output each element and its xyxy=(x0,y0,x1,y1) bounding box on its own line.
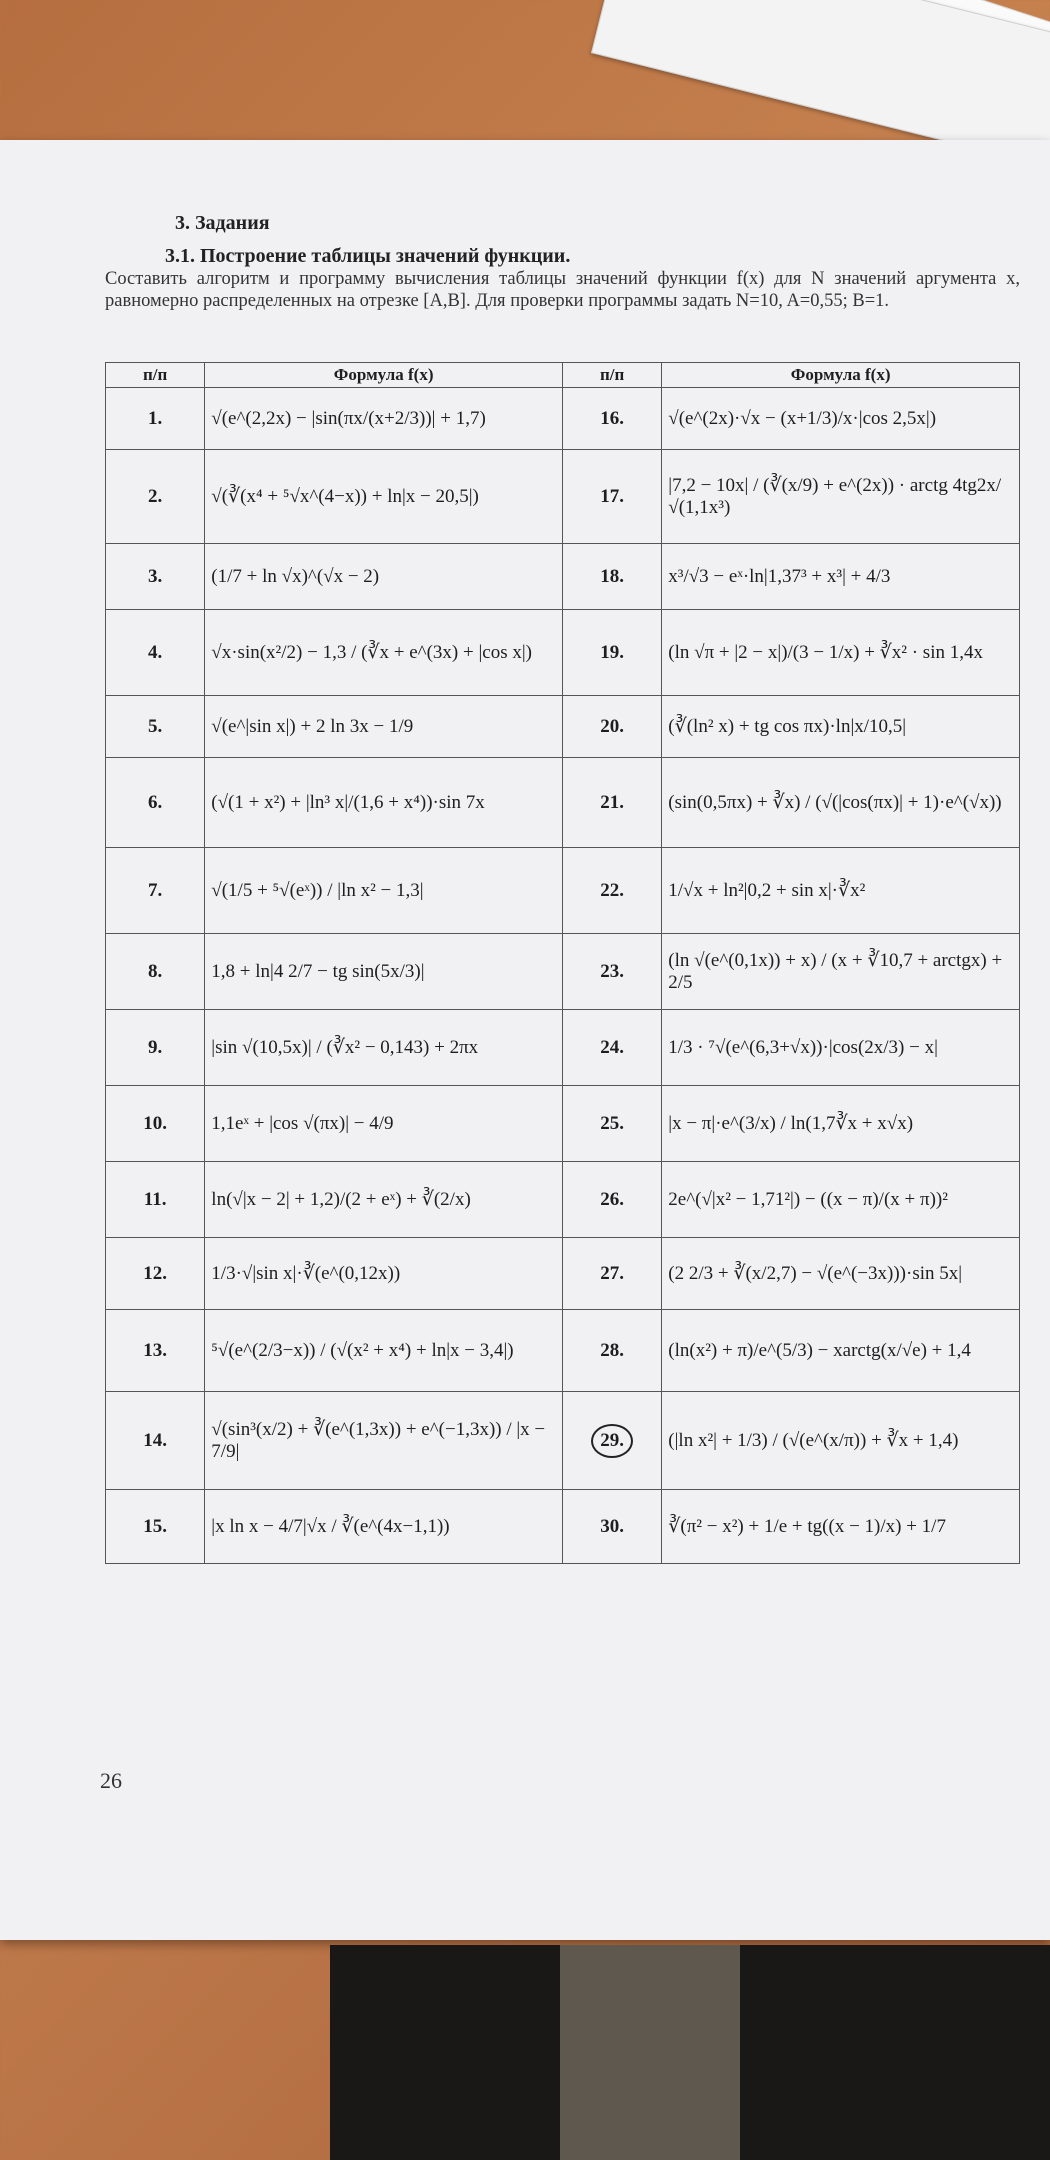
formula-left: ln(√|x − 2| + 1,2)/(2 + eˣ) + ∛(2/x) xyxy=(205,1162,563,1238)
formula-left: √(1/5 + ⁵√(eˣ)) / |ln x² − 1,3| xyxy=(205,848,563,934)
formula-left: 1,8 + ln|4 2/7 − tg sin(5x/3)| xyxy=(205,934,563,1010)
table-row xyxy=(106,934,1020,1010)
floor-tile xyxy=(560,1945,740,2160)
row-number-right: 26. xyxy=(562,1162,661,1238)
table-row xyxy=(106,1086,1020,1162)
row-number-left: 15. xyxy=(106,1490,205,1564)
row-number-left: 3. xyxy=(106,544,205,610)
formula-left: √(e^|sin x|) + 2 ln 3x − 1/9 xyxy=(205,696,563,758)
table-body xyxy=(106,388,1020,1564)
formula-right: |x − π|·e^(3/x) / ln(1,7∛x + x√x) xyxy=(662,1086,1020,1162)
row-number-left: 5. xyxy=(106,696,205,758)
row-number-left: 14. xyxy=(106,1392,205,1490)
header-num-right: п/п xyxy=(562,363,661,388)
formula-left: (√(1 + x²) + |ln³ x|/(1,6 + x⁴))·sin 7x xyxy=(205,758,563,848)
row-number-right: 18. xyxy=(562,544,661,610)
formula-right: x³/√3 − eˣ·ln|1,37³ + x³| + 4/3 xyxy=(662,544,1020,610)
row-number-right: 23. xyxy=(562,934,661,1010)
table-row xyxy=(106,388,1020,450)
row-number-left: 6. xyxy=(106,758,205,848)
formula-right: |7,2 − 10x| / (∛(x/9) + e^(2x)) · arctg 4tg2x/√(1,1x³) xyxy=(662,450,1020,544)
formula-left: |x ln x − 4/7|√x / ∛(e^(4x−1,1)) xyxy=(205,1490,563,1564)
formula-right: ∛(π² − x²) + 1/e + tg((x − 1)/x) + 1/7 xyxy=(662,1490,1020,1564)
row-number-right: 30. xyxy=(562,1490,661,1564)
row-number-left: 9. xyxy=(106,1010,205,1086)
formula-left: ⁵√(e^(2/3−x)) / (√(x² + x⁴) + ln|x − 3,4|) xyxy=(205,1310,563,1392)
row-number-right: 27. xyxy=(562,1238,661,1310)
row-number-left: 10. xyxy=(106,1086,205,1162)
formula-right: 1/√x + ln²|0,2 + sin x|·∛x² xyxy=(662,848,1020,934)
formula-right: (ln(x²) + π)/e^(5/3) − xarctg(x/√e) + 1,4 xyxy=(662,1310,1020,1392)
formula-right: (2 2/3 + ∛(x/2,7) − √(e^(−3x)))·sin 5x| xyxy=(662,1238,1020,1310)
formula-left: √(sin³(x/2) + ∛(e^(1,3x)) + e^(−1,3x)) / |x − 7/9| xyxy=(205,1392,563,1490)
row-number-right: 21. xyxy=(562,758,661,848)
row-number-left: 2. xyxy=(106,450,205,544)
row-number-left: 13. xyxy=(106,1310,205,1392)
table-row xyxy=(106,1490,1020,1564)
header-formula-left: Формула f(x) xyxy=(205,363,563,388)
row-number-right xyxy=(562,1392,661,1490)
row-number-left: 8. xyxy=(106,934,205,1010)
row-number-right: 16. xyxy=(562,388,661,450)
formula-right: (ln √(e^(0,1x)) + x) / (x + ∛10,7 + arctgx) + 2/5 xyxy=(662,934,1020,1010)
row-number-right: 25. xyxy=(562,1086,661,1162)
task-description: Составить алгоритм и программу вычисления таблицы значений функции f(x) для N значений аргумента x, равномерно распределенных на отрезке [A,B]. Для проверки программы задать N=10, A=0,55; B=1. xyxy=(105,269,1020,311)
subsection-title: 3.1. Построение таблицы значений функции. xyxy=(165,245,571,267)
circled-row-number: 29. xyxy=(591,1424,633,1458)
formula-right: (ln √π + |2 − x|)/(3 − 1/x) + ∛x² · sin 1,4x xyxy=(662,610,1020,696)
table-row xyxy=(106,1310,1020,1392)
table-row xyxy=(106,1162,1020,1238)
section-title: 3. Задания xyxy=(175,212,270,234)
table-row xyxy=(106,544,1020,610)
page-number: 26 xyxy=(100,1768,122,1793)
formula-left: |sin √(10,5x)| / (∛x² − 0,143) + 2πx xyxy=(205,1010,563,1086)
table-row xyxy=(106,610,1020,696)
row-number-left: 12. xyxy=(106,1238,205,1310)
row-number-left: 1. xyxy=(106,388,205,450)
table-row xyxy=(106,1392,1020,1490)
formula-left: (1/7 + ln √x)^(√x − 2) xyxy=(205,544,563,610)
row-number-left: 11. xyxy=(106,1162,205,1238)
table-row xyxy=(106,696,1020,758)
formula-right: √(e^(2x)·√x − (x+1/3)/x·|cos 2,5x|) xyxy=(662,388,1020,450)
formula-right: (sin(0,5πx) + ∛x) / (√(|cos(πx)| + 1)·e^(√x)) xyxy=(662,758,1020,848)
table-row xyxy=(106,848,1020,934)
formula-left: √x·sin(x²/2) − 1,3 / (∛x + e^(3x) + |cos x|) xyxy=(205,610,563,696)
formula-left: 1,1eˣ + |cos √(πx)| − 4/9 xyxy=(205,1086,563,1162)
row-number-right: 17. xyxy=(562,450,661,544)
table-row xyxy=(106,758,1020,848)
formula-left: 1/3·√|sin x|·∛(e^(0,12x)) xyxy=(205,1238,563,1310)
row-number-right: 24. xyxy=(562,1010,661,1086)
formula-left: √(e^(2,2x) − |sin(πx/(x+2/3))| + 1,7) xyxy=(205,388,563,450)
table-header-row xyxy=(106,363,1020,388)
table-row xyxy=(106,450,1020,544)
table-row xyxy=(106,1010,1020,1086)
row-number-right: 20. xyxy=(562,696,661,758)
row-number-left: 4. xyxy=(106,610,205,696)
row-number-right: 28. xyxy=(562,1310,661,1392)
header-formula-right: Формула f(x) xyxy=(662,363,1020,388)
formula-right: 1/3 · ⁷√(e^(6,3+√x))·|cos(2x/3) − x| xyxy=(662,1010,1020,1086)
formula-left: √(∛(x⁴ + ⁵√x^(4−x)) + ln|x − 20,5|) xyxy=(205,450,563,544)
formula-right: (|ln x²| + 1/3) / (√(e^(x/π)) + ∛x + 1,4) xyxy=(662,1392,1020,1490)
formula-right: 2e^(√|x² − 1,71²|) − ((x − π)/(x + π))² xyxy=(662,1162,1020,1238)
formula-table xyxy=(105,362,1020,1564)
row-number-right: 22. xyxy=(562,848,661,934)
row-number-left: 7. xyxy=(106,848,205,934)
header-num-left: п/п xyxy=(106,363,205,388)
table-row xyxy=(106,1238,1020,1310)
formula-right: (∛(ln² x) + tg cos πx)·ln|x/10,5| xyxy=(662,696,1020,758)
row-number-right: 19. xyxy=(562,610,661,696)
